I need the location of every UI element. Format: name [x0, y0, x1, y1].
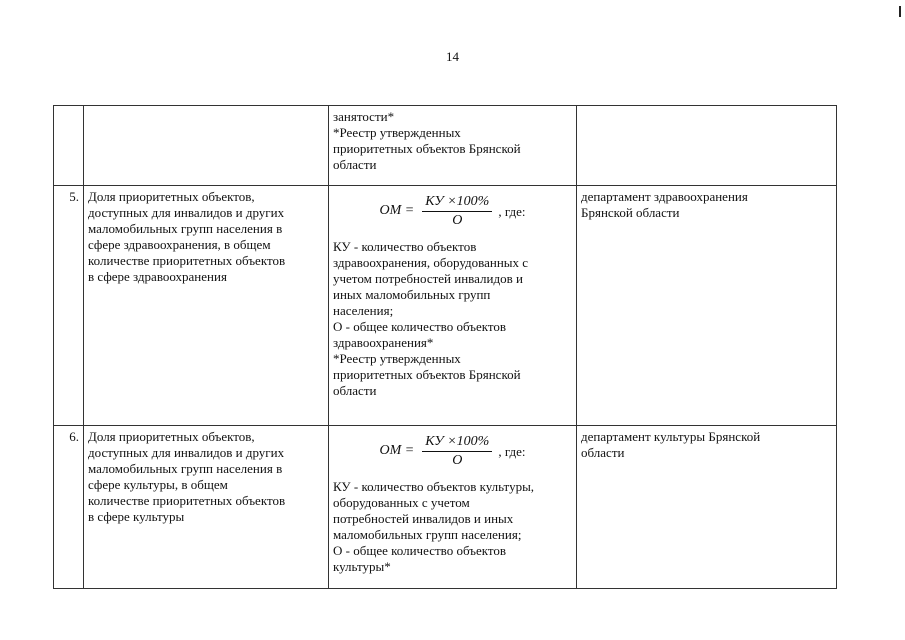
method-line: учетом потребностей инвалидов и: [333, 271, 523, 286]
indicator-line: Доля приоритетных объектов,: [88, 189, 255, 204]
formula-suffix: , где:: [498, 204, 526, 219]
formula-lhs: ОМ =: [379, 443, 415, 458]
responsible-cell: [577, 106, 837, 186]
formula-denominator: О: [452, 452, 463, 468]
formula-numerator: КУ ×100%: [422, 433, 492, 452]
indicator-line: сфере здравоохранения, в общем: [88, 237, 271, 252]
responsible-cell: [577, 186, 837, 426]
edge-mark: [899, 6, 901, 17]
method-line: О - общее количество объектов: [333, 543, 507, 558]
indicator-cell: [84, 106, 329, 186]
responsible-line: департамент здравоохранения: [581, 189, 748, 204]
indicator-line: количестве приоритетных объектов: [88, 253, 286, 268]
method-line: оборудованных с учетом: [333, 495, 470, 510]
indicator-line: сфере культуры, в общем: [88, 477, 228, 492]
indicator-line: маломобильных групп населения в: [88, 461, 283, 476]
formula-lhs: ОМ =: [379, 203, 415, 218]
method-line: здравоохранения*: [333, 335, 434, 350]
method-line: КУ - количество объектов культуры,: [333, 479, 535, 494]
formula-denominator: О: [452, 212, 463, 228]
method-line: *Реестр утвержденных: [333, 125, 461, 140]
page-number: 14: [446, 49, 459, 64]
responsible-line: департамент культуры Брянской: [581, 429, 761, 444]
formula-numerator: КУ ×100%: [422, 193, 492, 212]
table-row: [54, 426, 837, 589]
method-cell: [329, 426, 577, 589]
indicator-line: доступных для инвалидов и других: [88, 205, 285, 220]
method-cell: [329, 106, 577, 186]
indicator-line: в сфере здравоохранения: [88, 269, 227, 284]
indicator-cell: [84, 186, 329, 426]
method-line: здравоохранения, оборудованных с: [333, 255, 529, 270]
formula: [333, 189, 572, 233]
method-line: населения;: [333, 303, 394, 318]
row-number-cell: 6.: [54, 426, 84, 589]
method-cell: [329, 186, 577, 426]
method-line: области: [333, 383, 377, 398]
indicator-cell: [84, 426, 329, 589]
indicator-line: доступных для инвалидов и других: [88, 445, 285, 460]
formula: [333, 429, 572, 473]
method-line: потребностей инвалидов и иных: [333, 511, 514, 526]
indicator-line: в сфере культуры: [88, 509, 185, 524]
method-line: *Реестр утвержденных: [333, 351, 461, 366]
table-row: [54, 106, 837, 186]
responsible-line: Брянской области: [581, 205, 680, 220]
method-line: КУ - количество объектов: [333, 239, 477, 254]
formula-fraction: [422, 433, 492, 470]
formula-fraction: [422, 193, 492, 230]
method-line: приоритетных объектов Брянской: [333, 141, 521, 156]
method-line: иных маломобильных групп: [333, 287, 491, 302]
indicators-table: [53, 105, 837, 589]
table-row: [54, 186, 837, 426]
formula-suffix: , где:: [498, 444, 526, 459]
indicator-line: Доля приоритетных объектов,: [88, 429, 255, 444]
indicator-line: маломобильных групп населения в: [88, 221, 283, 236]
method-line: области: [333, 157, 377, 172]
responsible-line: области: [581, 445, 625, 460]
indicator-line: количестве приоритетных объектов: [88, 493, 286, 508]
responsible-cell: [577, 426, 837, 589]
row-number-cell: 5.: [54, 186, 84, 426]
method-line: приоритетных объектов Брянской: [333, 367, 521, 382]
indicators-table-body: [54, 106, 837, 589]
method-line: маломобильных групп населения;: [333, 527, 522, 542]
method-line: культуры*: [333, 559, 391, 574]
row-number-cell: [54, 106, 84, 186]
method-line: занятости*: [333, 109, 395, 124]
method-line: О - общее количество объектов: [333, 319, 507, 334]
